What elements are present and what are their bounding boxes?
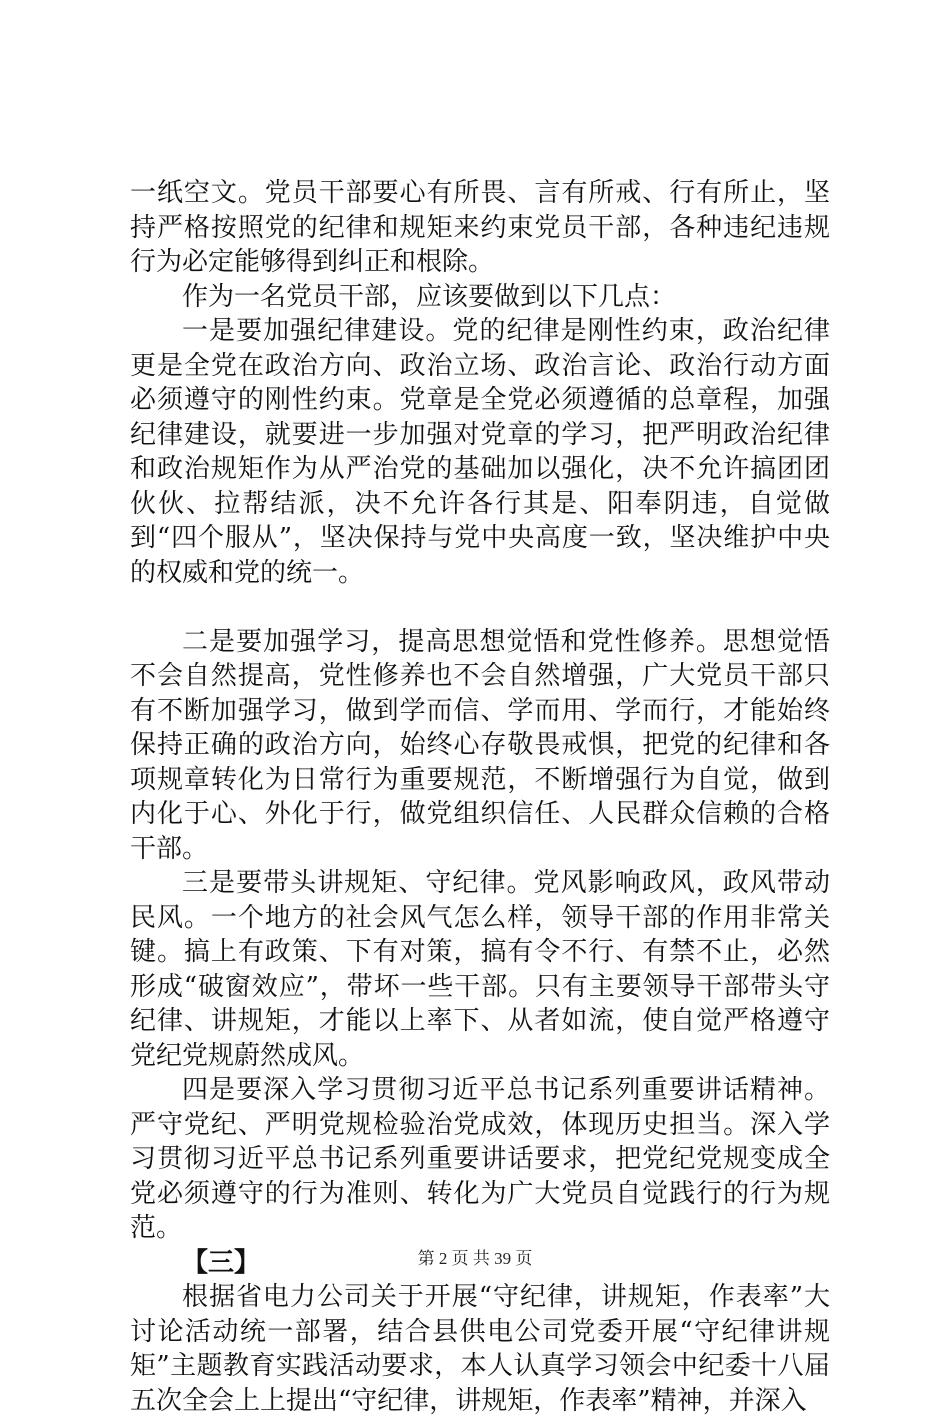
page-number-footer: 第 2 页 共 39 页 [417,1249,533,1268]
paragraph-point-one: 一是要加强纪律建设。党的纪律是刚性约束，政治纪律更是全党在政治方向、政治立场、政治言论、政治行动方面必须遵守的刚性约束。党章是全党必须遵循的总章程，加强纪律建设，就要进一步加强对党章的学习，把严明政治纪律和政治规矩作为从严治党的基础加以强化，决不允许搞团团伙伙、拉帮结派，决不允许各行其是、阳奉阴违，自觉做到“四个服从”，坚决保持与党中央高度一致，坚决维护中央的权威和党的统一。 [130,316,830,588]
section-heading: 【三】 [182,1247,261,1278]
paragraph-point-two: 二是要加强学习，提高思想觉悟和党性修养。思想觉悟不会自然提高，党性修养也不会自然增强，广大党员干部只有不断加强学习，做到学而信、学而用、学而行，才能始终保持正确的政治方向，始终心存敬畏戒惧，把党的纪律和各项规章转化为日常行为重要规范，不断增强行为自觉，做到内化于心、外化于行，做党组织信任、人民群众信赖的合格干部。 [130,626,830,864]
paragraph-point-three: 三是要带头讲规矩、守纪律。党风影响政风，政风带动民风。一个地方的社会风气怎么样，领导干部的作用非常关键。搞上有政策、下有对策，搞有令不行、有禁不止，必然形成“破窗效应”，带坏一些干部。只有主要领导干部带头守纪律、讲规矩，才能以上率下、从者如流，使自觉严格遵守党纪党规蔚然成风。 [130,868,830,1071]
paragraph-section-three: 根据省电力公司关于开展“守纪律，讲规矩，作表率”大讨论活动统一部署，结合县供电公司党委开展“守纪律讲规矩”主题教育实践活动要求，本人认真学习领会中纪委十八届五次全会上上提出“守纪律，讲规矩，作表率”精神，并深入 [130,1282,830,1416]
document-body [130,176,830,1418]
paragraph-intro: 作为一名党员干部，应该要做到以下几点： [182,281,677,312]
paragraph-point-four: 四是要深入学习贯彻习近平总书记系列重要讲话精神。严守党纪、严明党规检验治党成效，体现历史担当。深入学习贯彻习近平总书记系列重要讲话要求，把党纪党规变成全党必须遵守的行为准则、转化为广大党员自觉践行的行为规范。 [130,1075,830,1243]
paragraph-spacer [130,590,830,625]
paragraph-continuation: 一纸空文。党员干部要心有所畏、言有所戒、行有所止，坚持严格按照党的纪律和规矩来约束党员干部，各种违纪违规行为必定能够得到纠正和根除。 [130,178,830,277]
